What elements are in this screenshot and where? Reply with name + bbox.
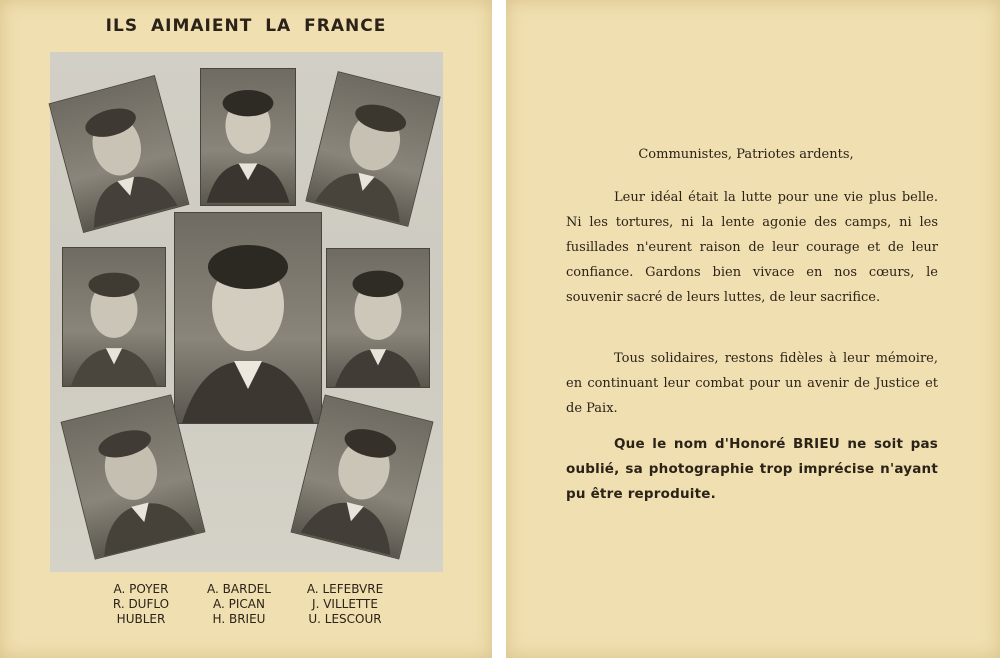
tribute-paragraph-3: Que le nom d'Honoré BRIEU ne soit pas oublié, sa photographie trop imprécise n'ayant pu être reproduite. xyxy=(566,436,938,502)
right-card-heading: Communistes, Patriotes ardents, xyxy=(638,147,854,162)
portrait-silhouette xyxy=(327,249,429,387)
name-entry: A. BARDEL xyxy=(207,582,271,596)
tribute-paragraph-1: Leur idéal était la lutte pour une vie plus belle. Ni les tortures, ni la lente agonie des camps, ni les fusillades n'eurent raison de leur courage et de leur confiance. Gardons bien vivace en nos cœurs, le souvenir sacré de leurs luttes, de leur sacrifice. xyxy=(566,190,938,305)
names-column-3 xyxy=(290,582,400,627)
left-card xyxy=(0,0,492,658)
portrait-silhouette xyxy=(63,248,165,386)
name-entry: H. BRIEU xyxy=(212,612,266,626)
name-entry: HUBLER xyxy=(116,612,166,626)
card-title: ILS AIMAIENT LA FRANCE xyxy=(105,16,387,36)
portrait-silhouette xyxy=(50,76,188,231)
portrait-silhouette xyxy=(307,72,440,225)
right-card xyxy=(506,0,1000,658)
portrait-photo-1 xyxy=(49,75,190,233)
portrait-photo-3 xyxy=(305,71,440,227)
name-entry: A. POYER xyxy=(113,582,169,596)
photo-collage xyxy=(50,52,443,572)
tribute-paragraph-2: Tous solidaires, restons fidèles à leur mémoire, en continuant leur combat pour un avenir de Justice et de Paix. xyxy=(566,351,938,416)
name-entry: J. VILLETTE xyxy=(312,597,378,611)
portrait-photo-5 xyxy=(174,212,322,424)
portrait-silhouette xyxy=(175,213,321,423)
portrait-photo-2 xyxy=(200,68,296,206)
name-entry: U. LESCOUR xyxy=(308,612,382,626)
portrait-silhouette xyxy=(201,69,295,205)
names-column-1 xyxy=(86,582,196,627)
names-column-2 xyxy=(184,582,294,627)
name-entry: R. DUFLO xyxy=(112,597,170,611)
portrait-photo-6 xyxy=(326,248,430,388)
portrait-photo-4 xyxy=(62,247,166,387)
name-entry: A. PICAN xyxy=(213,597,265,611)
name-entry: A. LEFEBVRE xyxy=(306,582,384,596)
